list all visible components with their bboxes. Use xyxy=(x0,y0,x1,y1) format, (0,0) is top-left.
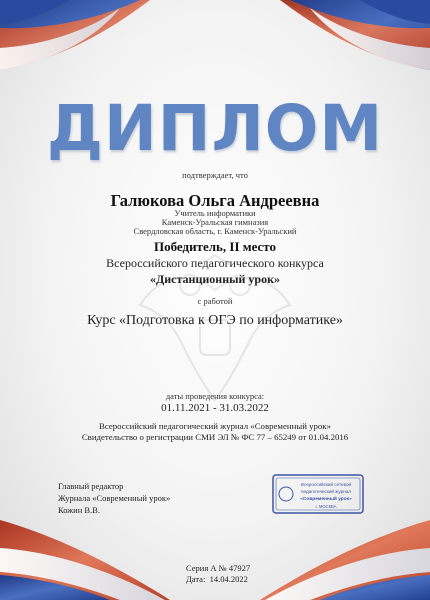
svg-text:«Современный урок»: «Современный урок» xyxy=(300,497,352,502)
issue-date-label: Дата: xyxy=(186,573,206,584)
confirms-text: подтверждает, что xyxy=(182,170,248,180)
issue-date-value: 14.04.2022 xyxy=(209,573,248,584)
recipient-school: Каменск-Уральская гимназия xyxy=(161,217,269,227)
contest-name: «Дистанционный урок» xyxy=(150,272,280,286)
dates-label: даты проведения конкурса: xyxy=(165,391,265,401)
dates-value: 01.11.2021 - 31.03.2022 xyxy=(161,402,269,414)
series-block xyxy=(186,563,250,584)
svg-text:г. МОСКВА: г. МОСКВА xyxy=(315,504,337,509)
award-result: Победитель, II место xyxy=(153,239,277,254)
certificate-line: Свидетельство о регистрации СМИ ЭЛ № ФС 77 – 65249 от 01.04.2016 xyxy=(81,432,349,442)
recipient-position: Учитель информатики xyxy=(174,208,256,218)
issue-date xyxy=(186,574,250,585)
svg-text:педагогический журнал: педагогический журнал xyxy=(301,489,351,494)
work-title: Курс «Подготовка к ОГЭ по информатике» xyxy=(87,313,343,328)
recipient-location: Свердловская область, г. Каменск-Уральский xyxy=(133,226,297,236)
diploma-title: ДИПЛОМ xyxy=(46,92,384,165)
editor-block xyxy=(58,480,170,516)
contest-type: Всероссийского педагогического конкурса xyxy=(106,256,324,270)
journal-stamp xyxy=(272,474,364,514)
journal-line: Всероссийский педагогический журнал «Современный урок» xyxy=(99,421,331,431)
svg-text:Всероссийский сетевой: Всероссийский сетевой xyxy=(300,482,352,487)
editor-role: Главный редактор xyxy=(58,481,124,491)
series-number: Серия А № 47927 xyxy=(186,563,251,573)
recipient-name: Галюкова Ольга Андреевна xyxy=(110,191,320,210)
editor-journal: Журнала «Современный урок» xyxy=(58,493,171,503)
editor-name: Кожин В.В. xyxy=(58,505,100,515)
with-work-text: с работой xyxy=(197,296,233,306)
